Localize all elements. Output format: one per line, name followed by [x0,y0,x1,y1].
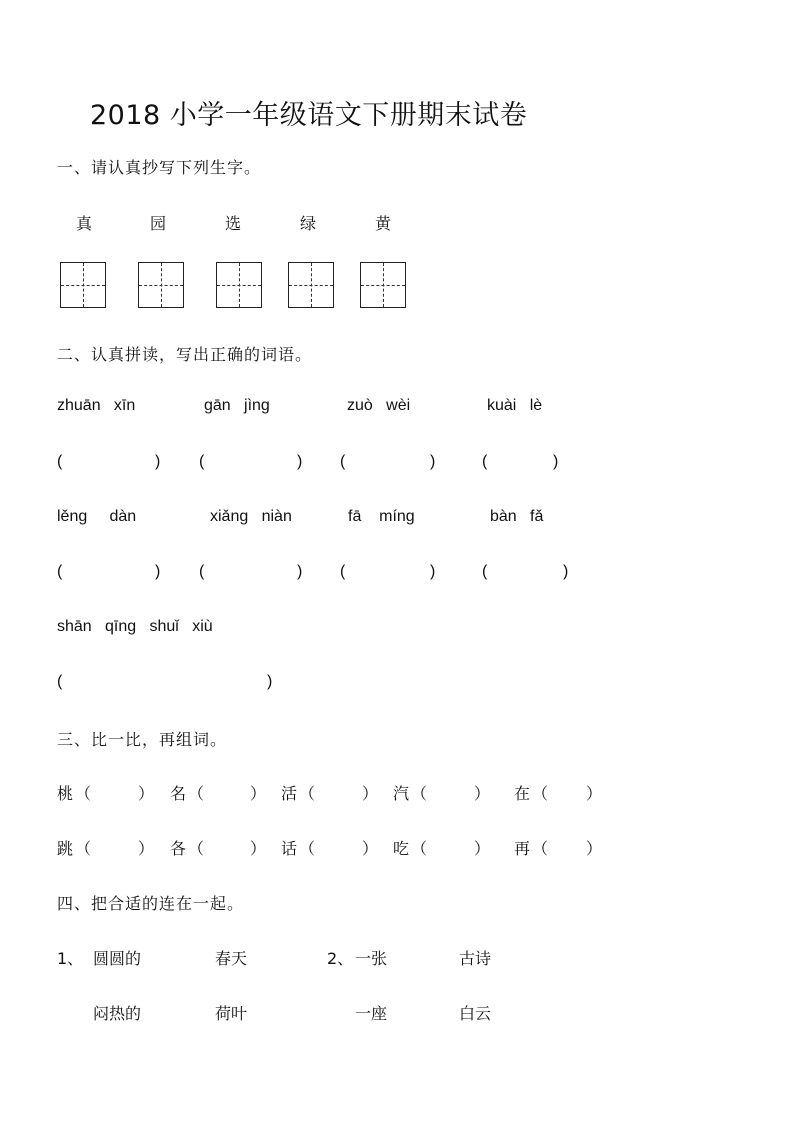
pinyin: shān qīng shuǐ xiù [57,618,213,635]
section-3-heading: 三、比一比，再组词。 [57,730,228,749]
compare-char: 话 [281,839,298,858]
paren-close: ) [155,563,161,580]
page-title: 2018 小学一年级语文下册期末试卷 [90,100,528,131]
paren-close: ) [430,563,436,580]
paren-close: ） [586,784,603,803]
match-right-item: 古诗 [459,949,492,968]
writing-grid-box[interactable] [288,262,334,308]
compare-char: 活 [281,784,298,803]
paren-open: （ [411,839,428,858]
pinyin: fā míng [348,508,415,525]
paren-close: ) [563,563,569,580]
paren-close: ) [155,453,161,470]
paren-open: （ [532,784,549,803]
match-left-item: 圆圆的 [93,949,142,968]
paren-open: ( [482,453,488,470]
paren-close: ) [430,453,436,470]
match-left-item: 闷热的 [93,1004,142,1023]
copy-char: 真 [76,214,93,233]
writing-grid-box[interactable] [360,262,406,308]
copy-char: 选 [225,214,242,233]
question-number: 2、 [327,949,354,968]
paren-close: ） [586,839,603,858]
paren-close: ） [362,839,379,858]
paren-open: （ [75,839,92,858]
compare-char: 汽 [393,784,410,803]
pinyin: zhuān xīn [57,397,136,414]
question-number: 1、 [57,949,84,968]
pinyin: bàn fǎ [490,508,544,525]
compare-char: 吃 [393,839,410,858]
paren-open: ( [340,453,346,470]
match-right-item: 春天 [215,949,248,968]
paren-close: ) [553,453,559,470]
paren-close: ） [138,839,155,858]
paren-close: ） [362,784,379,803]
compare-char: 各 [170,839,187,858]
paren-close: ） [250,784,267,803]
pinyin: kuài lè [487,397,543,414]
paren-close: ） [250,839,267,858]
match-right-item: 白云 [459,1004,492,1023]
paren-close: ) [267,673,273,690]
section-2-heading: 二、认真拼读，写出正确的词语。 [57,345,313,364]
paren-open: （ [188,784,205,803]
copy-char: 绿 [300,214,317,233]
paren-open: ( [199,453,205,470]
paren-open: ( [57,453,63,470]
paren-open: ( [57,673,63,690]
match-right-item: 荷叶 [215,1004,248,1023]
paren-close: ） [474,839,491,858]
paren-open: （ [75,784,92,803]
paren-open: （ [299,839,316,858]
compare-char: 跳 [57,839,74,858]
pinyin: xiǎng niàn [210,508,292,525]
paren-close: ) [297,563,303,580]
compare-char: 名 [170,784,187,803]
paren-open: ( [482,563,488,580]
paren-open: （ [411,784,428,803]
paren-open: （ [532,839,549,858]
pinyin: zuò wèi [347,397,411,414]
compare-char: 再 [514,839,531,858]
paren-close: ) [297,453,303,470]
paren-open: ( [199,563,205,580]
paren-close: ） [474,784,491,803]
section-4-heading: 四、把合适的连在一起。 [57,894,245,913]
pinyin: lěng dàn [57,508,137,525]
match-left-item: 一座 [355,1004,388,1023]
paren-open: ( [340,563,346,580]
writing-grid-box[interactable] [216,262,262,308]
pinyin: gān jìng [204,397,270,414]
paren-close: ） [138,784,155,803]
writing-grid-box[interactable] [138,262,184,308]
writing-grid-box[interactable] [60,262,106,308]
paren-open: （ [299,784,316,803]
compare-char: 在 [514,784,531,803]
compare-char: 桃 [57,784,74,803]
paren-open: ( [57,563,63,580]
copy-char: 园 [150,214,167,233]
copy-char: 黄 [375,214,392,233]
match-left-item: 一张 [355,949,388,968]
section-1-heading: 一、请认真抄写下列生字。 [57,158,262,177]
paren-open: （ [188,839,205,858]
